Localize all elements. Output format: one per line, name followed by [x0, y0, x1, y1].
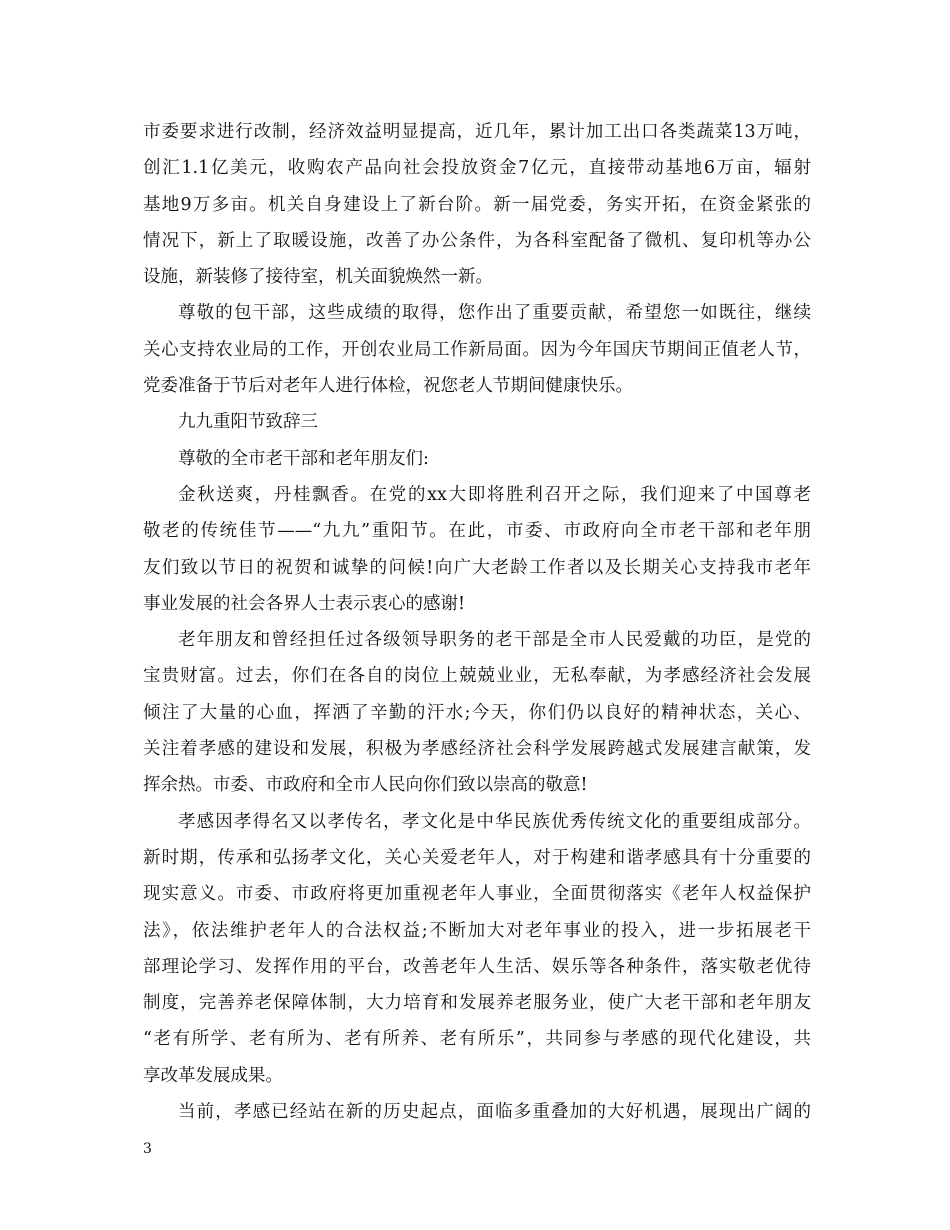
text-line: 当前，孝感已经站在新的历史起点，面临多重叠加的大好机遇，展现出广阔的: [178, 1102, 811, 1123]
text-line: 九九重阳节致辞三: [178, 412, 318, 433]
text-line: 党委准备于节后对老年人进行体检，祝您老人节期间健康快乐。: [143, 376, 633, 397]
text-line: 友们致以节日的祝贺和诚挚的问候!向广大老龄工作者以及长期关心支持我市老年: [143, 557, 811, 578]
text-line: 挥余热。市委、市政府和全市人民向你们致以崇高的敬意!: [143, 775, 588, 796]
text-line: 新时期，传承和弘扬孝文化，关心关爱老年人，对于构建和谐孝感具有十分重要的: [143, 847, 811, 868]
text-line: 现实意义。市委、市政府将更加重视老年人事业，全面贯彻落实《老年人权益保护: [143, 884, 811, 905]
text-line: 敬老的传统佳节——“九九”重阳节。在此，市委、市政府向全市老干部和老年朋: [143, 521, 811, 542]
text-line: 关心支持农业局的工作，开创农业局工作新局面。因为今年国庆节期间正值老人节，: [143, 339, 811, 360]
text-line: 事业发展的社会各界人士表示衷心的感谢!: [143, 593, 466, 614]
text-line: 创汇1.1亿美元，收购农产品向社会投放资金7亿元，直接带动基地6万亩，辐射: [143, 158, 811, 179]
text-line: 宝贵财富。过去，你们在各自的岗位上兢兢业业，无私奉献，为孝感经济社会发展: [143, 666, 811, 687]
text-line: 情况下，新上了取暖设施，改善了办公条件，为各科室配备了微机、复印机等办公: [143, 230, 811, 251]
text-line: 关注着孝感的建设和发展，积极为孝感经济社会科学发展跨越式发展建言献策，发: [143, 739, 811, 760]
text-line: 孝感因孝得名又以孝传名，孝文化是中华民族优秀传统文化的重要组成部分。: [178, 811, 811, 832]
body-text: [143, 114, 811, 1130]
text-line: 尊敬的全市老干部和老年朋友们:: [178, 448, 429, 469]
page-number: 3: [143, 1141, 152, 1157]
text-line: 基地9万多亩。机关自身建设上了新台阶。新一届党委，务实开拓，在资金紧张的: [143, 194, 811, 215]
text-line: 法》，依法维护老年人的合法权益;不断加大对老年事业的投入，进一步拓展老干: [143, 920, 811, 941]
text-line: 倾注了大量的心血，挥洒了辛勤的汗水;今天，你们仍以良好的精神状态，关心、: [143, 702, 811, 723]
text-line: 老年朋友和曾经担任过各级领导职务的老干部是全市人民爱戴的功臣，是党的: [178, 630, 811, 651]
text-line: 部理论学习、发挥作用的平台，改善老年人生活、娱乐等各种条件，落实敬老优待: [143, 956, 811, 977]
text-line: 市委要求进行改制，经济效益明显提高，近几年，累计加工出口各类蔬菜13万吨，: [143, 122, 811, 142]
text-line: 制度，完善养老保障体制，大力培育和发展养老服务业，使广大老干部和老年朋友: [143, 993, 811, 1014]
text-line: 设施，新装修了接待室，机关面貌焕然一新。: [143, 267, 493, 288]
text-line: 金秋送爽，丹桂飘香。在党的xx大即将胜利召开之际，我们迎来了中国尊老: [178, 484, 811, 505]
text-line: 尊敬的包干部，这些成绩的取得，您作出了重要贡献，希望您一如既往，继续: [178, 303, 811, 324]
text-line: 享改革发展成果。: [143, 1065, 283, 1086]
text-line: “老有所学、老有所为、老有所养、老有所乐”，共同参与孝感的现代化建设，共: [143, 1029, 811, 1050]
